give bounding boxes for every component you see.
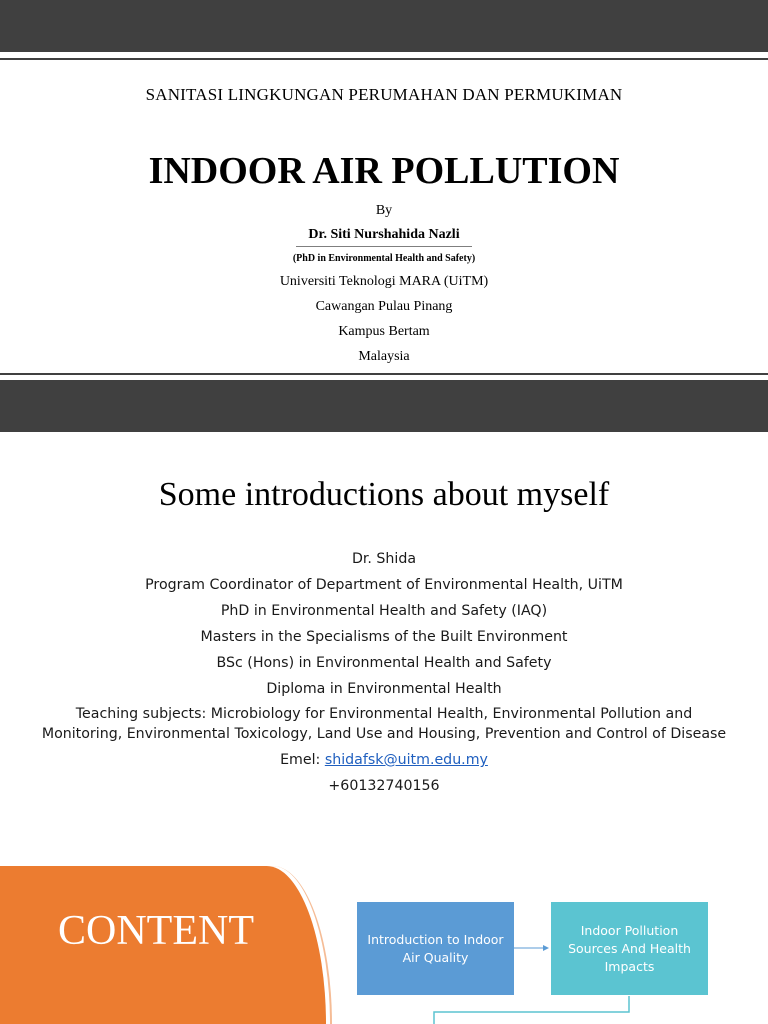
author-underline: [296, 246, 472, 247]
content-box-pollution-sources: Indoor Pollution Sources And Health Impacts: [551, 902, 708, 995]
flow-connectors: [0, 836, 768, 1024]
email-link[interactable]: shidafsk@uitm.edu.my: [324, 752, 488, 768]
arrow-head-icon: [543, 945, 549, 951]
content-slide: [0, 836, 768, 1024]
bottom-dark-band: [0, 380, 768, 432]
email-label: Emel:: [280, 752, 325, 768]
course-subtitle: SANITASI LINGKUNGAN PERUMAHAN DAN PERMUKIMAN: [145, 85, 623, 104]
elbow-connector: [434, 996, 629, 1024]
intro-line-name: Dr. Shida: [351, 551, 417, 567]
content-box-introduction: Introduction to Indoor Air Quality: [357, 902, 514, 995]
author-qualification: (PhD in Environmental Health and Safety): [292, 253, 476, 264]
affiliation-campus: Kampus Bertam: [338, 324, 430, 339]
affiliation-university: Universiti Teknologi MARA (UiTM): [279, 274, 489, 289]
intro-line-phone: +60132740156: [328, 778, 440, 794]
bottom-divider-rule: [0, 373, 768, 375]
intro-line-teaching: Teaching subjects: Microbiology for Environmental Health, Environmental Pollution and Monitoring, Environmental Toxicology, Land Use and Housing, Prevention and Control of Disease: [41, 706, 727, 742]
affiliation-branch: Cawangan Pulau Pinang: [315, 299, 453, 314]
affiliation-country: Malaysia: [358, 349, 410, 364]
introduction-body: [40, 549, 728, 802]
top-divider-rule: [0, 58, 768, 60]
intro-line-diploma: Diploma in Environmental Health: [266, 681, 502, 697]
intro-line-role: Program Coordinator of Department of Environmental Health, UiTM: [145, 577, 623, 593]
intro-line-masters: Masters in the Specialisms of the Built Environment: [200, 629, 568, 645]
author-name: Dr. Siti Nurshahida Nazli: [308, 227, 460, 242]
top-dark-band: [0, 0, 768, 52]
by-label: By: [375, 203, 393, 218]
introduction-slide: [0, 432, 768, 836]
introduction-title: Some introductions about myself: [158, 476, 610, 513]
intro-line-bsc: BSc (Hons) in Environmental Health and Safety: [216, 655, 552, 671]
content-title: CONTENT: [58, 908, 254, 954]
intro-line-email: [40, 750, 728, 770]
intro-line-phd: PhD in Environmental Health and Safety (IAQ): [220, 603, 548, 619]
presentation-title: INDOOR AIR POLLUTION: [148, 150, 620, 192]
title-slide: [0, 0, 768, 432]
